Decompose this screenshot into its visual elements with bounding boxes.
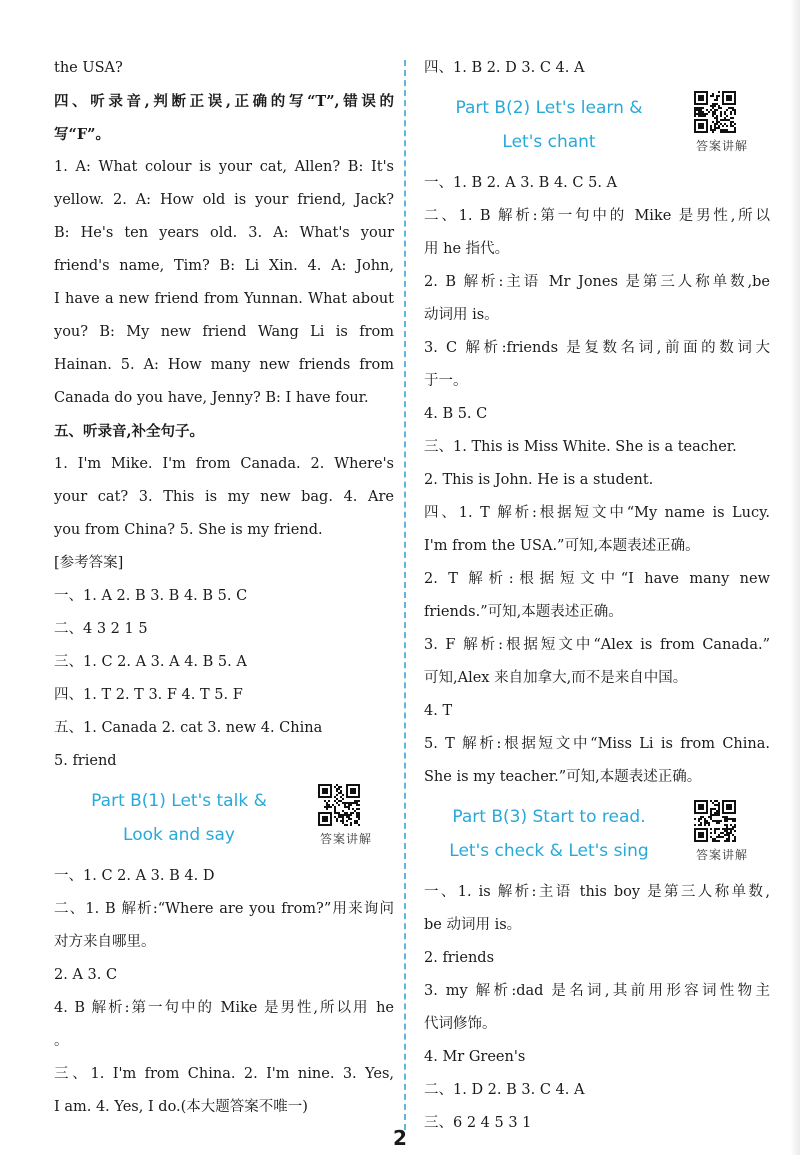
text-line: 。 <box>54 1033 69 1049</box>
text-line: 用 he 指代。 <box>424 241 510 257</box>
text-line: 动词用 is。 <box>424 307 499 323</box>
section-subtitle: Let's chant <box>502 132 596 152</box>
text-line: 五、听录音,补全句子。 <box>54 423 205 440</box>
page-number: 2 <box>393 1126 407 1150</box>
text-line: 二、1. B 解析:第一句中的 Mike 是男性,所以 <box>424 208 770 224</box>
text-line: I'm from the USA.”可知,本题表述正确。 <box>424 538 700 554</box>
section-title: Part B(2) Let's learn & <box>455 98 643 118</box>
section-header-part-b1 <box>54 784 394 856</box>
text-line: 三、1. C 2. A 3. A 4. B 5. A <box>54 654 247 670</box>
text-line: 一、1. A 2. B 3. B 4. B 5. C <box>54 588 248 604</box>
right-lines-top <box>424 52 770 85</box>
text-line: 2. B 解析:主语 Mr Jones 是第三人称单数,be <box>424 274 770 290</box>
text-line: 可知,Alex 来自加拿大,而不是来自中国。 <box>424 670 688 686</box>
text-line: friends.”可知,本题表述正确。 <box>424 604 623 620</box>
section-title: Part B(1) Let's talk & <box>91 791 267 811</box>
text-line: 5. T 解析:根据短文中“Miss Li is from China. <box>424 736 770 752</box>
text-line: 代词修饰。 <box>424 1016 497 1032</box>
text-line: 四、1. T 解析:根据短文中“My name is Lucy. <box>424 505 770 521</box>
left-lines-bottom <box>54 860 394 1124</box>
text-line: 2. T 解析:根据短文中“I have many new <box>424 571 770 587</box>
text-line: 2. This is John. He is a student. <box>424 472 654 488</box>
text-line: Canada do you have, Jenny? B: I have four. <box>54 390 369 406</box>
qr-caption: 答案讲解 <box>695 139 748 153</box>
text-line: 1. I'm Mike. I'm from Canada. 2. Where's <box>54 456 394 472</box>
text-line: B: He's ten years old. 3. A: What's your <box>54 225 394 241</box>
right-lines-bottom <box>424 876 770 1140</box>
text-line: yellow. 2. A: How old is your friend, Jack? <box>54 192 394 208</box>
left-column <box>54 52 394 1124</box>
text-line: 对方来自哪里。 <box>54 934 156 950</box>
text-line: 于一。 <box>424 373 468 389</box>
text-line: 一、1. B 2. A 3. B 4. C 5. A <box>424 175 618 191</box>
text-line: She is my teacher.”可知,本题表述正确。 <box>424 769 702 785</box>
section-subtitle: Look and say <box>123 825 235 845</box>
text-line: 三、1. I'm from China. 2. I'm nine. 3. Yes, <box>54 1066 394 1082</box>
text-line: 四、1. B 2. D 3. C 4. A <box>424 60 585 76</box>
text-line: 4. B 5. C <box>424 406 488 422</box>
text-line: 写“F”。 <box>54 126 110 143</box>
right-lines-middle <box>424 167 770 794</box>
section-header-part-b3 <box>424 800 770 872</box>
text-line: 四、1. T 2. T 3. F 4. T 5. F <box>54 687 243 703</box>
text-line: friend's name, Tim? B: Li Xin. 4. A: John, <box>54 258 394 274</box>
text-line: 四、听录音,判断正误,正确的写“T”,错误的 <box>54 93 394 110</box>
text-line: 二、1. D 2. B 3. C 4. A <box>424 1082 585 1098</box>
text-line: 二、4 3 2 1 5 <box>54 621 148 637</box>
text-line: 三、6 2 4 5 3 1 <box>424 1115 532 1131</box>
text-line: 1. A: What colour is your cat, Allen? B: It's <box>54 159 394 175</box>
text-line: 一、1. is 解析:主语 this boy 是第三人称单数, <box>424 884 770 900</box>
text-line: I am. 4. Yes, I do.(本大题答案不唯一) <box>54 1099 308 1115</box>
section-title: Part B(3) Start to read. <box>452 807 646 827</box>
qr-caption: 答案讲解 <box>695 848 748 862</box>
text-line: 3. C 解析:friends 是复数名词,前面的数词大 <box>424 340 770 356</box>
page-edge-shadow <box>790 0 800 1155</box>
text-line: 2. A 3. C <box>54 967 118 983</box>
text-line: 3. F 解析:根据短文中“Alex is from Canada.” <box>424 637 770 653</box>
text-line: 4. Mr Green's <box>424 1049 526 1065</box>
text-line: [参考答案] <box>54 555 124 571</box>
text-line: you from China? 5. She is my friend. <box>54 522 323 538</box>
qr-code-icon[interactable] <box>318 784 360 826</box>
right-column <box>424 52 770 1140</box>
text-line: you? B: My new friend Wang Li is from <box>54 324 394 340</box>
text-line: Hainan. 5. A: How many new friends from <box>54 357 394 373</box>
text-line: be 动词用 is。 <box>424 917 522 933</box>
text-line: 4. B 解析:第一句中的 Mike 是男性,所以用 he <box>54 1000 394 1016</box>
text-line: the USA? <box>54 60 123 76</box>
text-line: 2. friends <box>424 950 495 966</box>
qr-code-icon[interactable] <box>694 800 736 842</box>
text-line: 5. friend <box>54 753 117 769</box>
qr-code-icon[interactable] <box>694 91 736 133</box>
text-line: 4. T <box>424 703 453 719</box>
text-line: 二、1. B 解析:“Where are you from?”用来询问 <box>54 901 394 917</box>
text-line: 五、1. Canada 2. cat 3. new 4. China <box>54 720 323 736</box>
section-header-part-b2 <box>424 91 770 163</box>
column-divider <box>404 60 406 1130</box>
text-line: 三、1. This is Miss White. She is a teacher. <box>424 439 737 455</box>
text-line: I have a new friend from Yunnan. What about <box>54 291 394 307</box>
qr-caption: 答案讲解 <box>319 832 372 846</box>
text-line: 3. my 解析:dad 是名词,其前用形容词性物主 <box>424 983 770 999</box>
section-subtitle: Let's check & Let's sing <box>449 841 649 861</box>
text-line: 一、1. C 2. A 3. B 4. D <box>54 868 215 884</box>
text-line: your cat? 3. This is my new bag. 4. Are <box>54 489 394 505</box>
left-lines-top <box>54 52 394 778</box>
